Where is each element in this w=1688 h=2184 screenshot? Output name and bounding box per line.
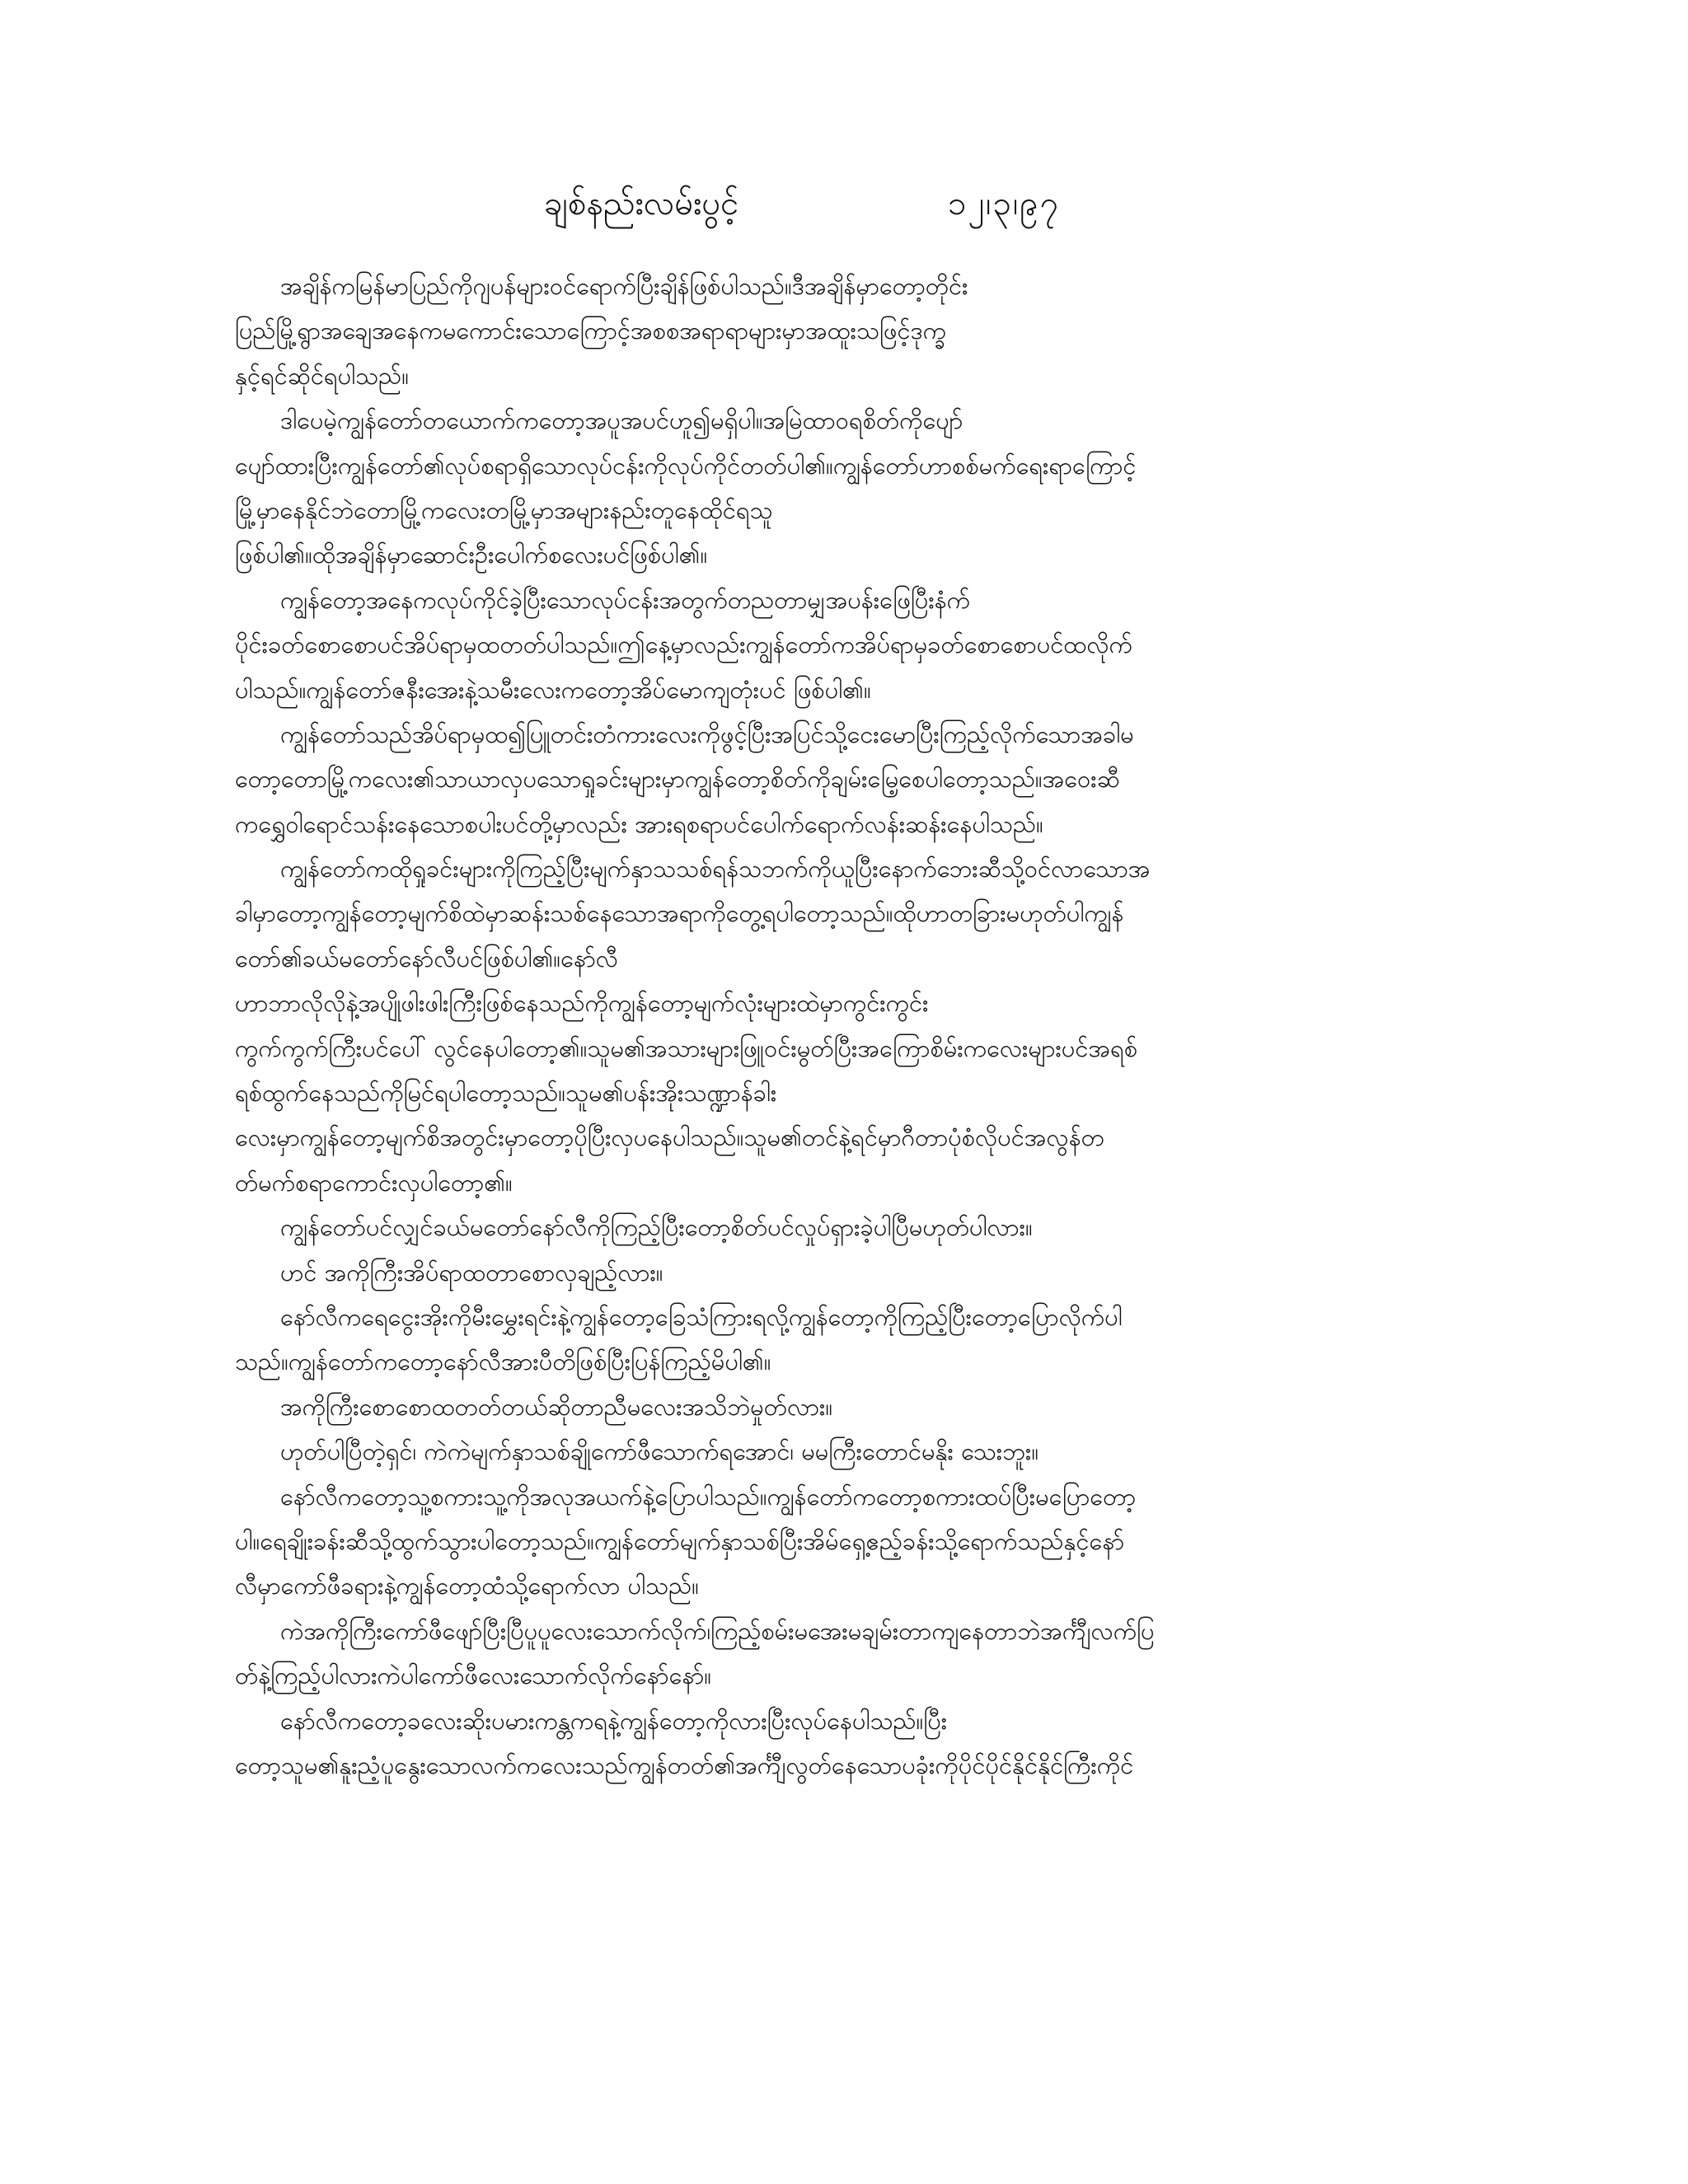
- text-line: ကျွန်တော်ပင်လျှင်ခယ်မတော်နော်လီကိုကြည့်ပြီးတော့စိတ်ပင်လှုပ်ရှားခဲ့ပါပြီမဟုတ်ပါလား။: [280, 1213, 1033, 1242]
- document-header: [0, 175, 1688, 241]
- text-line: ကျွန်တော်ကထိုရှုခင်းများကိုကြည့်ပြီးမျက်နှာသသစ်ရန်သဘက်ကိုယူပြီးနောက်ဘေးဆီသို့ဝင်လာသောအ: [280, 855, 1151, 883]
- text-line: ကျွန်တော်သည်အိပ်ရာမှထ၍ပြူတင်းတံကားလေးကိုဖွင့်ပြီးအပြင်သို့ငေးမောပြီးကြည့်လိုက်သောအခါမ: [280, 719, 1134, 748]
- text-line: ရစ်ထွက်နေသည်ကိုမြင်ရပါတော့သည်။သူမ၏ပန်းအိုးသဏ္ဍာန်ခါး: [235, 1079, 777, 1108]
- text-line: လီမှာကော်ဖီခရားနဲ့ကျွန်တော့ထံသို့ရောက်လာ ပါသည်။: [235, 1572, 699, 1601]
- text-line: ကရွှေဝါရောင်သန်းနေသောစပါးပင်တို့မှာလည်း အားရစရာပင်ပေါက်ရောက်လန်းဆန်းနေပါသည်။: [235, 809, 1043, 838]
- text-line: ပျော်ထားပြီးကျွန်တော်၏လုပ်စရာရှိသောလုပ်ငန်းကိုလုပ်ကိုင်တတ်ပါ၏။ကျွန်တော်ဟာစစ်မက်ရေးရာကြောင့်: [235, 451, 1137, 480]
- text-line: နော်လီကတော့သူ့စကားသူ့ကိုအလုအယက်နဲ့ပြောပါသည်။ကျွန်တော်ကတော့စကားထပ်ပြီးမပြောတော့: [280, 1482, 1137, 1511]
- text-line: တော့တောမြို့ကလေး၏သာယာလှပသောရှုခင်းများမှာကျွန်တော့စိတ်ကိုချမ်းမြေ့စေပါတော့သည်။အဝေးဆီ: [235, 765, 1120, 794]
- text-line: တ်မက်စရာကောင်းလှပါတော့၏။: [235, 1168, 513, 1197]
- text-line: ဟာဘာလိုလိုနဲ့အပျိုဖါးဖါးကြီးဖြစ်နေသည်ကိုကျွန်တော့မျက်လုံးများထဲမှာကွင်းကွင်း: [235, 989, 929, 1018]
- text-line: အချိန်ကမြန်မာပြည်ကိုဂျပန်များဝင်ရောက်ပြီးချိန်ဖြစ်ပါသည်။ဒီအချိန်မှာတော့တိုင်း: [280, 272, 968, 300]
- text-line: နော်လီကတော့ခလေးဆိုးပမားကန္တကရနဲ့ကျွန်တော့ကိုလားပြီးလုပ်နေပါသည်။ပြီး: [280, 1706, 948, 1735]
- text-line: ဟုတ်ပါပြီတဲ့ရှင်၊ ကဲကဲမျက်နှာသစ်ချိုကော်ဖီသောက်ရအောင်၊ မမကြီးတောင်မနိုး သေးဘူး။: [280, 1437, 1039, 1466]
- text-line: မြို့မှာနေနိုင်ဘဲတောမြို့ကလေးတမြို့မှာအများနည်းတူနေထိုင်ရသူ: [235, 495, 773, 524]
- text-line: ပါသည်။ကျွန်တော်ဇနီးအေးနဲ့သမီးလေးကတော့အိပ်မောကျတုံးပင် ဖြစ်ပါ၏။: [235, 675, 871, 704]
- text-line: သည်။ကျွန်တော်ကတော့နော်လီအားပီတိဖြစ်ပြီးပြန်ကြည့်မိပါ၏။: [235, 1347, 771, 1376]
- document-date: ၁၂၊၃၊၉၇: [948, 185, 1061, 223]
- text-line: ကဲအကိုကြီးကော်ဖီဖျော်ပြီးပြီပူပူလေးသောက်လိုက်၊ကြည့်စမ်းမအေးမချမ်းတာကျနေတာဘဲအင်္ကျီလက်ပြ: [280, 1616, 1155, 1645]
- text-line: ဒါပေမဲ့ကျွန်တော်တယောက်ကတော့အပူအပင်ဟူ၍မရှိပါ။အမြဲထာဝရစိတ်ကိုပျော်: [280, 406, 964, 435]
- text-line: လေးမှာကျွန်တော့မျက်စိအတွင်းမှာတော့ပိုပြီးလှပနေပါသည်။သူမ၏တင်နဲ့ရင်မှာဂီတာပုံစံလိုပင်အလွန်တ: [235, 1123, 1104, 1152]
- text-line: ပါ။ရေချိုးခန်းဆီသို့ထွက်သွားပါတော့သည်။ကျွန်တော်မျက်နှာသစ်ပြီးအိမ်ရှေ့ဧည့်ခန်းသို့ရောက်သည်နှင့်နော်: [235, 1526, 1125, 1555]
- text-line: တ်နဲ့ကြည့်ပါလားကဲပါကော်ဖီလေးသောက်လိုက်နော်နော်။: [235, 1661, 712, 1690]
- text-line: ကွက်ကွက်ကြီးပင်ပေါ် လွင်နေပါတော့၏။သူမ၏အသားများဖြူဝင်းမွတ်ပြီးအကြောစိမ်းကလေးများပင်အရစ်: [235, 1033, 1138, 1062]
- text-line: ခါမှာတော့ကျွန်တော့မျက်စိထဲမှာဆန်းသစ်နေသောအရာကိုတွေ့ရပါတော့သည်။ထိုဟာတခြားမဟုတ်ပါကျွန်: [235, 899, 1124, 928]
- text-line: ကျွန်တော့အနေကလုပ်ကိုင်ခဲ့ပြီးသောလုပ်ငန်းအတွက်တညတာမျှအပန်းဖြေပြီးနံက်: [280, 585, 971, 614]
- text-line: ပြည်မြို့ရွာအချေအနေကမကောင်းသောကြောင့်အစစအရာရာများမှာအထူးသဖြင့်ဒုက္ခ: [235, 316, 947, 345]
- text-line: ဖြစ်ပါ၏။ထိုအချိန်မှာဆောင်းဦးပေါက်စလေးပင်ဖြစ်ပါ၏။: [235, 541, 708, 569]
- document-title: ချစ်နည်းလမ်းပွင့်: [544, 185, 739, 223]
- text-line: တော့သူမ၏နူးညံ့ပူနွေးသောလက်ကလေးသည်ကျွန်တတ်၏အင်္ကျီလွတ်နေသောပခုံးကိုပိုင်ပိုင်နိုင်နိုင်ကြီးကိုင်: [235, 1750, 1134, 1779]
- document-body: [235, 264, 1488, 1788]
- text-line: အကိုကြီးစောစောထတတ်တယ်ဆိုတာညီမလေးအသိဘဲမှုတ်လား။: [280, 1392, 833, 1421]
- text-line: တော်၏ခယ်မတော်နော်လီပင်ဖြစ်ပါ၏။နော်လီ: [235, 944, 618, 972]
- text-line: နော်လီကရေငွေးအိုးကိုမီးမွှေးရင်းနဲ့ကျွန်တော့ခြေသံကြားရလို့ကျွန်တော့ကိုကြည့်ပြီးတော့ပြောလိုက်ပါ: [280, 1302, 1123, 1331]
- text-line: နှင့်ရင်ဆိုင်ရပါသည်။: [235, 361, 409, 390]
- text-line: ပိုင်းခတ်စောစောပင်အိပ်ရာမှထတတ်ပါသည်။ဤနေ့မှာလည်းကျွန်တော်ကအိပ်ရာမှခတ်စောစောပင်ထလိုက်: [235, 630, 1132, 659]
- text-line: ဟင် အကိုကြီးအိပ်ရာထတာစောလှချည့်လား။: [280, 1258, 663, 1286]
